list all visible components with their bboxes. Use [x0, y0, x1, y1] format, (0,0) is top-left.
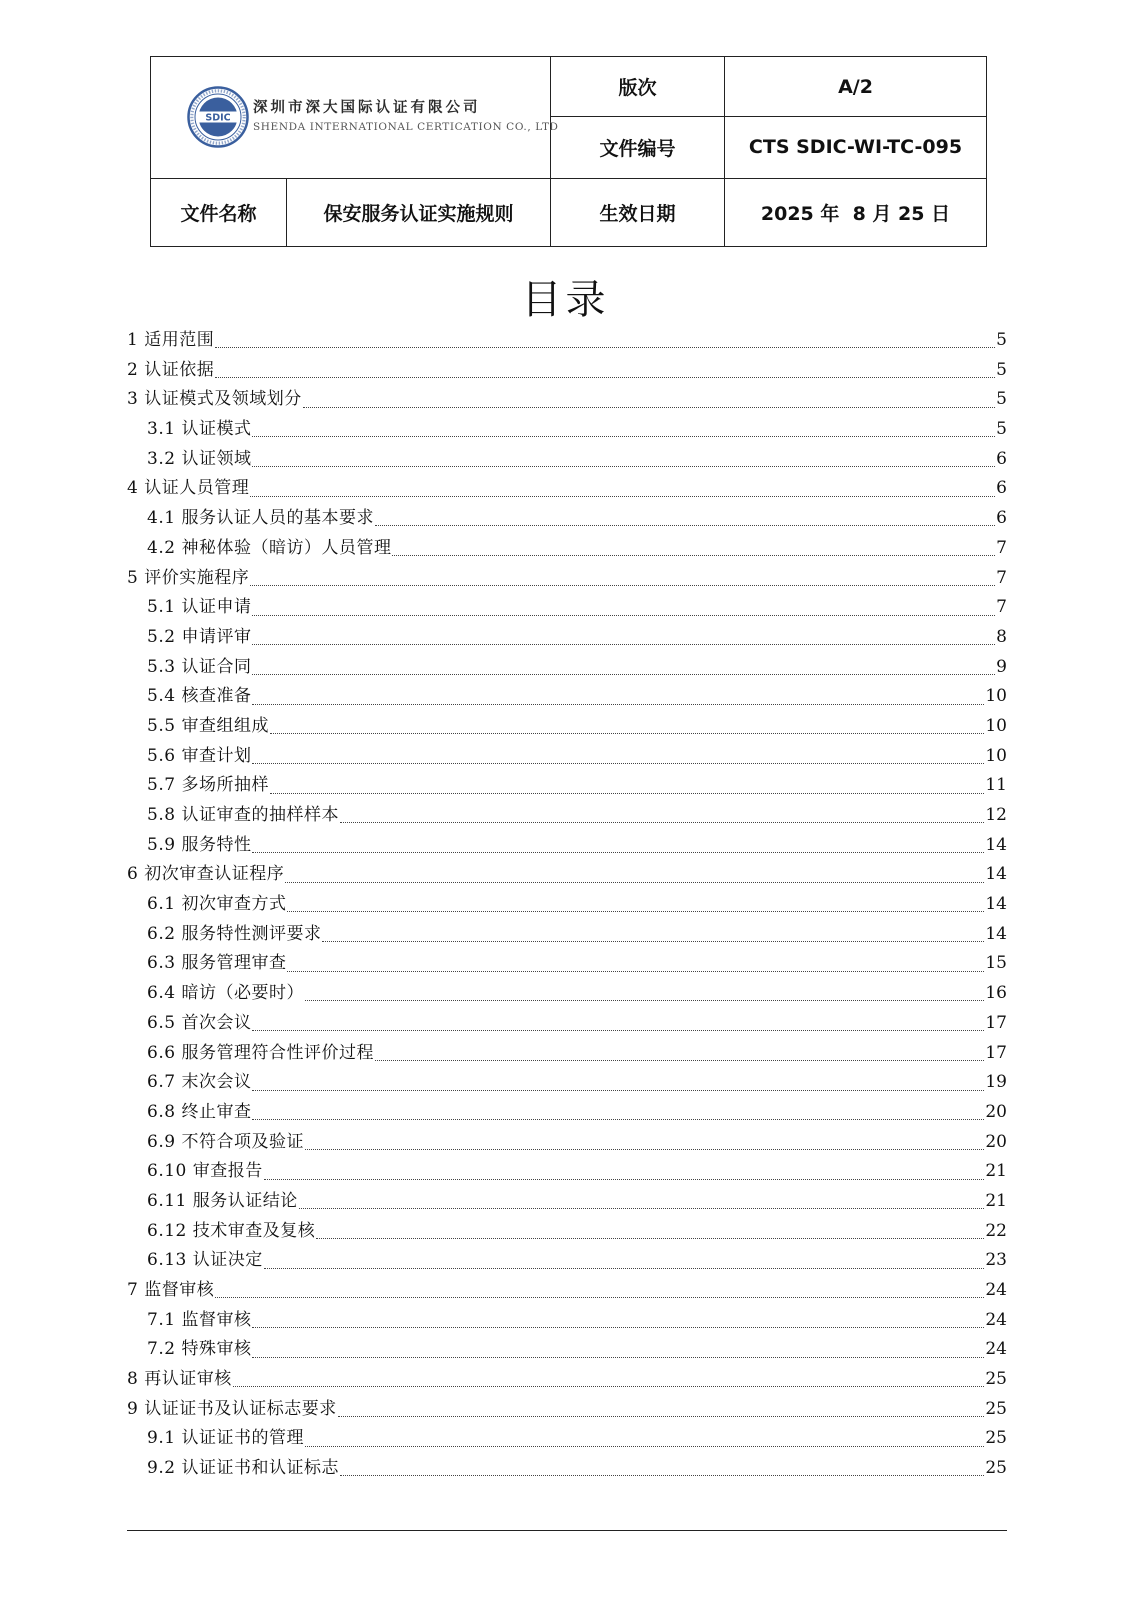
- toc-entry-title: 6.1 初次审查方式: [147, 894, 287, 915]
- toc-entry-page: 10: [985, 745, 1007, 766]
- toc-leader-dots: [264, 1179, 985, 1180]
- toc-entry[interactable]: [127, 949, 1007, 979]
- toc-leader-dots: [305, 1149, 984, 1150]
- toc-entry-title: 1 适用范围: [127, 330, 215, 350]
- toc-entry-page: 6: [996, 448, 1007, 469]
- toc-entry-page: 16: [985, 983, 1007, 1004]
- toc-entry-page: 20: [985, 1101, 1007, 1122]
- version-label: 版次: [551, 57, 725, 117]
- toc-entry-page: 25: [985, 1369, 1007, 1390]
- doc-name-label: 文件名称: [151, 178, 287, 246]
- toc-entry-page: 11: [985, 775, 1007, 796]
- toc-entry-page: 6: [996, 508, 1007, 529]
- toc-entry-page: 21: [985, 1190, 1007, 1211]
- toc-entry[interactable]: [127, 474, 1007, 504]
- toc-entry-page: 20: [985, 1131, 1007, 1152]
- toc-entry[interactable]: [127, 1068, 1007, 1098]
- toc-entry-title: 3 认证模式及领域划分: [127, 389, 302, 410]
- toc-entry[interactable]: [127, 1365, 1007, 1395]
- toc-entry-page: 23: [985, 1250, 1007, 1271]
- svg-text:SDIC: SDIC: [205, 112, 231, 124]
- doc-name-value: 保安服务认证实施规则: [287, 178, 551, 246]
- toc-entry-title: 3.2 认证领域: [147, 448, 252, 469]
- toc-entry-title: 5.3 认证合同: [147, 656, 252, 677]
- toc-leader-dots: [252, 852, 984, 853]
- toc-entry[interactable]: [127, 1187, 1007, 1217]
- toc-entry-page: 12: [985, 805, 1007, 825]
- toc-leader-dots: [392, 555, 995, 556]
- doc-number-label: 文件编号: [551, 117, 725, 178]
- effective-date-value: 2025 年 8 月 25 日: [725, 178, 987, 246]
- toc-leader-dots: [252, 704, 984, 705]
- toc-entry[interactable]: [127, 564, 1007, 594]
- doc-number-value: CTS SDIC-WI-TC-095: [725, 117, 987, 178]
- toc-entry-page: 9: [996, 656, 1007, 677]
- toc-leader-dots: [252, 1327, 984, 1328]
- toc-entry-title: 5.9 服务特性: [147, 834, 252, 855]
- toc-entry-title: 6.13 认证决定: [147, 1250, 263, 1271]
- toc-entry[interactable]: [127, 1454, 1007, 1484]
- toc-entry[interactable]: [127, 1098, 1007, 1128]
- toc-entry-title: 6.2 服务特性测评要求: [147, 923, 322, 944]
- toc-entry-title: 9 认证证书及认证标志要求: [127, 1398, 337, 1419]
- toc-entry-title: 8 再认证审核: [127, 1369, 232, 1390]
- toc-entry[interactable]: [127, 1039, 1007, 1069]
- toc-entry[interactable]: [127, 1335, 1007, 1365]
- version-value: A/2: [725, 57, 987, 117]
- toc-entry[interactable]: [127, 1009, 1007, 1039]
- toc-entry[interactable]: [127, 326, 1007, 356]
- toc-entry-page: 15: [985, 953, 1007, 974]
- toc-entry-title: 2 认证依据: [127, 359, 215, 380]
- toc-leader-dots: [252, 1119, 984, 1120]
- toc-entry-title: 5.7 多场所抽样: [147, 775, 269, 796]
- toc-leader-dots: [285, 882, 984, 883]
- toc-entry-title: 6.12 技术审查及复核: [147, 1220, 316, 1241]
- toc-leader-dots: [264, 1268, 985, 1269]
- toc-entry-title: 5.8 认证审查的抽样样本: [147, 805, 339, 825]
- toc-leader-dots: [252, 1357, 984, 1358]
- toc-entry[interactable]: [127, 534, 1007, 564]
- toc-entry-page: 17: [985, 1042, 1007, 1063]
- toc-leader-dots: [299, 1208, 985, 1209]
- toc-entry-title: 5.1 认证申请: [147, 597, 252, 618]
- toc-entry-title: 4 认证人员管理: [127, 478, 250, 499]
- company-name-en: SHENDA INTERNATIONAL CERTICATION CO., LTD: [253, 121, 559, 134]
- effective-date-label: 生效日期: [551, 178, 725, 246]
- toc-leader-dots: [252, 466, 995, 467]
- toc-leader-dots: [215, 1297, 984, 1298]
- toc-entry-page: 24: [985, 1280, 1007, 1300]
- toc-entry[interactable]: [127, 1424, 1007, 1454]
- toc-entry[interactable]: [127, 445, 1007, 475]
- toc-entry-title: 9.2 认证证书和认证标志: [147, 1458, 339, 1479]
- document-header-table: [150, 56, 987, 247]
- toc-entry-title: 5.2 申请评审: [147, 626, 252, 647]
- toc-entry-page: 14: [985, 894, 1007, 915]
- toc-entry-page: 21: [985, 1161, 1007, 1182]
- toc-entry[interactable]: [127, 860, 1007, 890]
- toc-leader-dots: [252, 615, 995, 616]
- toc-leader-dots: [252, 436, 995, 437]
- toc-leader-dots: [287, 971, 984, 972]
- toc-entry[interactable]: [127, 831, 1007, 861]
- toc-leader-dots: [305, 1000, 984, 1001]
- toc-leader-dots: [340, 1475, 984, 1476]
- toc-leader-dots: [252, 763, 984, 764]
- toc-entry-title: 6.10 审查报告: [147, 1161, 263, 1182]
- toc-leader-dots: [303, 407, 995, 408]
- toc-entry-page: 25: [985, 1398, 1007, 1419]
- toc-entry-page: 5: [996, 389, 1007, 410]
- toc-leader-dots: [252, 1030, 984, 1031]
- toc-entry[interactable]: [127, 385, 1007, 415]
- toc-entry[interactable]: [127, 1306, 1007, 1336]
- toc-entry-title: 7.2 特殊审核: [147, 1339, 252, 1360]
- company-logo: [151, 86, 559, 148]
- toc-entry-title: 6 初次审查认证程序: [127, 864, 285, 885]
- toc-entry[interactable]: [127, 1395, 1007, 1425]
- toc-entry[interactable]: [127, 771, 1007, 801]
- toc-entry-title: 9.1 认证证书的管理: [147, 1428, 304, 1449]
- toc-entry[interactable]: [127, 801, 1007, 831]
- toc-entry-page: 7: [996, 597, 1007, 618]
- toc-entry[interactable]: [127, 653, 1007, 683]
- toc-leader-dots: [316, 1238, 984, 1239]
- toc-entry[interactable]: [127, 415, 1007, 445]
- toc-entry-title: 6.4 暗访（必要时）: [147, 983, 304, 1004]
- toc-entry-title: 6.9 不符合项及验证: [147, 1131, 304, 1152]
- toc-entry[interactable]: [127, 742, 1007, 772]
- toc-entry[interactable]: [127, 712, 1007, 742]
- toc-entry-page: 14: [985, 834, 1007, 855]
- toc-entry-title: 3.1 认证模式: [147, 419, 252, 440]
- toc-leader-dots: [270, 793, 984, 794]
- toc-entry[interactable]: [127, 356, 1007, 386]
- toc-entry-title: 6.11 服务认证结论: [147, 1190, 298, 1211]
- toc-entry-page: 14: [985, 864, 1007, 885]
- toc-entry-page: 7: [996, 537, 1007, 558]
- toc-entry-page: 6: [996, 478, 1007, 499]
- toc-leader-dots: [252, 644, 995, 645]
- toc-entry-title: 6.5 首次会议: [147, 1012, 252, 1033]
- toc-entry-title: 5.6 审查计划: [147, 745, 252, 766]
- footer-rule: [127, 1530, 1007, 1531]
- toc-entry-page: 8: [996, 626, 1007, 647]
- toc-entry[interactable]: [127, 1217, 1007, 1247]
- toc-entry-title: 5.4 核查准备: [147, 686, 252, 707]
- toc-entry-title: 6.8 终止审查: [147, 1101, 252, 1122]
- table-of-contents: [127, 326, 1007, 1484]
- toc-entry-title: 4.2 神秘体验（暗访）人员管理: [147, 537, 392, 558]
- toc-entry-page: 5: [996, 359, 1007, 380]
- toc-entry[interactable]: [127, 593, 1007, 623]
- toc-entry-page: 5: [996, 419, 1007, 440]
- toc-entry[interactable]: [127, 1128, 1007, 1158]
- toc-entry-title: 5 评价实施程序: [127, 567, 250, 588]
- toc-leader-dots: [250, 585, 995, 586]
- toc-entry[interactable]: [127, 504, 1007, 534]
- toc-entry-page: 25: [985, 1428, 1007, 1449]
- toc-entry-title: 5.5 审查组组成: [147, 715, 269, 736]
- toc-leader-dots: [250, 496, 995, 497]
- toc-entry[interactable]: [127, 979, 1007, 1009]
- toc-entry-title: 6.3 服务管理审查: [147, 953, 287, 974]
- toc-leader-dots: [338, 1416, 985, 1417]
- toc-entry-title: 7.1 监督审核: [147, 1309, 252, 1330]
- toc-leader-dots: [233, 1386, 985, 1387]
- toc-leader-dots: [340, 822, 984, 823]
- toc-entry[interactable]: [127, 920, 1007, 950]
- toc-entry-title: 6.6 服务管理符合性评价过程: [147, 1042, 374, 1063]
- toc-entry-page: 22: [985, 1220, 1007, 1241]
- company-seal-icon: [187, 86, 249, 148]
- company-logo-cell: [151, 57, 559, 179]
- toc-leader-dots: [215, 347, 995, 348]
- toc-entry[interactable]: [127, 890, 1007, 920]
- toc-leader-dots: [375, 525, 995, 526]
- toc-entry-page: 24: [985, 1309, 1007, 1330]
- toc-entry-title: 7 监督审核: [127, 1280, 215, 1300]
- toc-entry-page: 19: [985, 1072, 1007, 1093]
- company-name-cn: 深圳市深大国际认证有限公司: [253, 100, 481, 117]
- toc-leader-dots: [252, 1090, 984, 1091]
- toc-entry[interactable]: [127, 682, 1007, 712]
- toc-leader-dots: [215, 377, 995, 378]
- toc-leader-dots: [252, 674, 995, 675]
- toc-entry[interactable]: [127, 623, 1007, 653]
- toc-leader-dots: [270, 733, 984, 734]
- toc-entry[interactable]: [127, 1157, 1007, 1187]
- toc-entry-title: 6.7 末次会议: [147, 1072, 252, 1093]
- toc-entry-title: 4.1 服务认证人员的基本要求: [147, 508, 374, 529]
- toc-leader-dots: [305, 1446, 984, 1447]
- toc-entry-page: 7: [996, 567, 1007, 588]
- toc-leader-dots: [287, 911, 984, 912]
- toc-entry-page: 10: [985, 715, 1007, 736]
- toc-entry[interactable]: [127, 1276, 1007, 1306]
- toc-entry-page: 14: [985, 923, 1007, 944]
- toc-entry-page: 10: [985, 686, 1007, 707]
- toc-leader-dots: [375, 1060, 984, 1061]
- toc-leader-dots: [322, 941, 984, 942]
- toc-title: 目录: [521, 277, 610, 323]
- toc-entry-page: 24: [985, 1339, 1007, 1360]
- toc-entry-page: 5: [996, 330, 1007, 350]
- toc-entry[interactable]: [127, 1246, 1007, 1276]
- toc-entry-page: 25: [985, 1458, 1007, 1479]
- toc-entry-page: 17: [985, 1012, 1007, 1033]
